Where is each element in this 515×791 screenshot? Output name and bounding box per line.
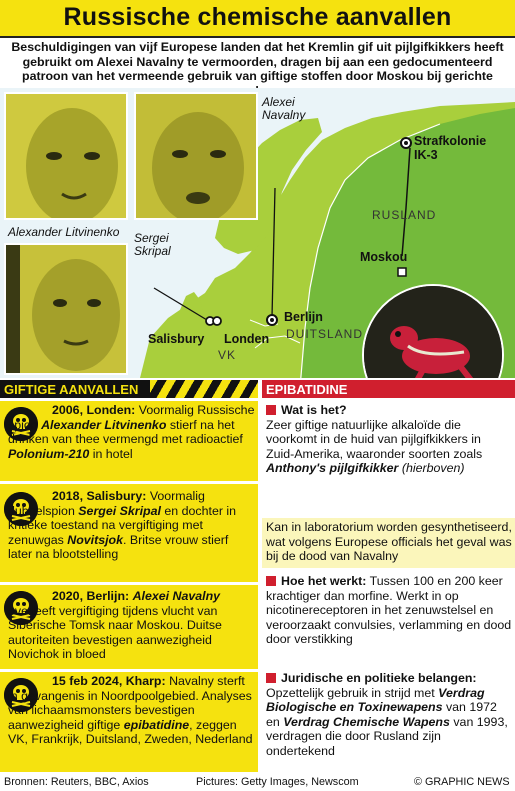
picture-credits: Pictures: Getty Images, Newscom [196, 776, 359, 788]
red-square-bullet [266, 673, 276, 683]
label-germany: DUITSLAND [286, 327, 364, 341]
epibatidine-legal: Juridische en politieke belangen: Opzettelijk gebruik in strijd met Verdrag Biologische en Toxinewapens van 1972 en Verdrag Chemische Wapens van 1993, verdragen die door Rusland zijn ondertekend [266, 671, 508, 758]
label-navalny: Alexei Navalny [262, 95, 306, 122]
red-square-bullet [266, 576, 276, 586]
map [0, 88, 515, 378]
credit: © GRAPHIC NEWS [414, 776, 510, 788]
hazard-stripes [150, 380, 258, 398]
label-skripal: Sergei Skripal [134, 231, 171, 258]
label-berlin: Berlijn [284, 310, 323, 324]
label-kharp: Strafkolonie IK-3 [414, 134, 487, 162]
epibatidine-header [262, 380, 515, 398]
epibatidine-synth: Kan in laboratorium worden gesynthetiseerd, wat volgens Europese officials het geval was bij de dood van Navalny [262, 518, 515, 568]
attack-text-2020: 2020, Berlijn: Alexei Navalny overleeft vergiftiging tijdens vlucht van Siberische Tomsk naar Moskou. Duitse autoriteiten bevestigen aanwezigheid Novichok in bloed [8, 589, 222, 662]
litvinenko-photo [4, 92, 128, 220]
attack-item-2024 [0, 672, 258, 772]
sources: Bronnen: Reuters, BBC, Axios [4, 776, 149, 788]
epibatidine-what: Wat is het? Zeer giftige natuurlijke alkaloïde die voorkomt in de huid van pijlgifkikkers in Zuid-Amerika, waaronder soorten zoals Anthony's pijlgifkikker (hierboven) [266, 403, 483, 476]
footer [0, 775, 515, 791]
attack-text-2024: 15 feb 2024, Kharp: Navalny sterft in gevangenis in Noordpoolgebied. Analyses van lichaamsmonsters bevestigen aanwezigheid giftige epibatidine, zeggen VK, Frankrijk, Duitsland, Zweden, Nederland [8, 674, 253, 747]
attacks-header-label: GIFTIGE AANVALLEN [4, 382, 139, 397]
attack-text-2006: 2006, Londen: Voormalig Russische spion Alexander Litvinenko stierf na het drinken van thee vermengd met radioactief Polonium-210 in hotel [8, 403, 255, 461]
label-uk: VK [218, 348, 237, 362]
label-litvinenko: Alexander Litvinenko [8, 225, 120, 239]
attack-item-2018 [0, 484, 258, 582]
attack-text-2018: 2018, Salisbury: Voormalig dubbelspion Sergei Skripal en dochter in kritieke toestand na vergiftiging met zenuwgas Novitsjok. Britse vrouw stierf later na blootstelling [8, 489, 237, 562]
epibatidine-how: Hoe het werkt: Tussen 100 en 200 keer krachtiger dan morfine. Werkt in op nicotinereceptoren in het zenuwstelsel en veroorzaakt convulsies, verlamming en dood door verstikking [266, 574, 512, 647]
label-russia: RUSLAND [372, 208, 437, 222]
attack-item-2006 [0, 401, 258, 481]
page-title: Russische chemische aanvallen [63, 3, 452, 31]
frog-photo [362, 284, 504, 378]
skripal-photo [4, 243, 128, 375]
label-salisbury: Salisbury [148, 332, 205, 346]
attacks-header [0, 380, 258, 398]
title-bar [0, 0, 515, 38]
epibatidine-header-label: EPIBATIDINE [266, 382, 348, 397]
navalny-photo [134, 92, 258, 220]
subtitle: Beschuldigingen van vijf Europese landen dat het Kremlin gif uit pijlgifkikkers heeft gebruikt om Alexei Navalny te vermoorden, dragen bij aan een gedocumenteerd patroon van het vermeende gebruik van giftige stoffen door Moskou bij gerichte [11, 40, 504, 83]
attack-item-2020 [0, 585, 258, 669]
label-london: Londen [224, 332, 270, 346]
red-square-bullet [266, 405, 276, 415]
label-moscow: Moskou [360, 250, 408, 264]
